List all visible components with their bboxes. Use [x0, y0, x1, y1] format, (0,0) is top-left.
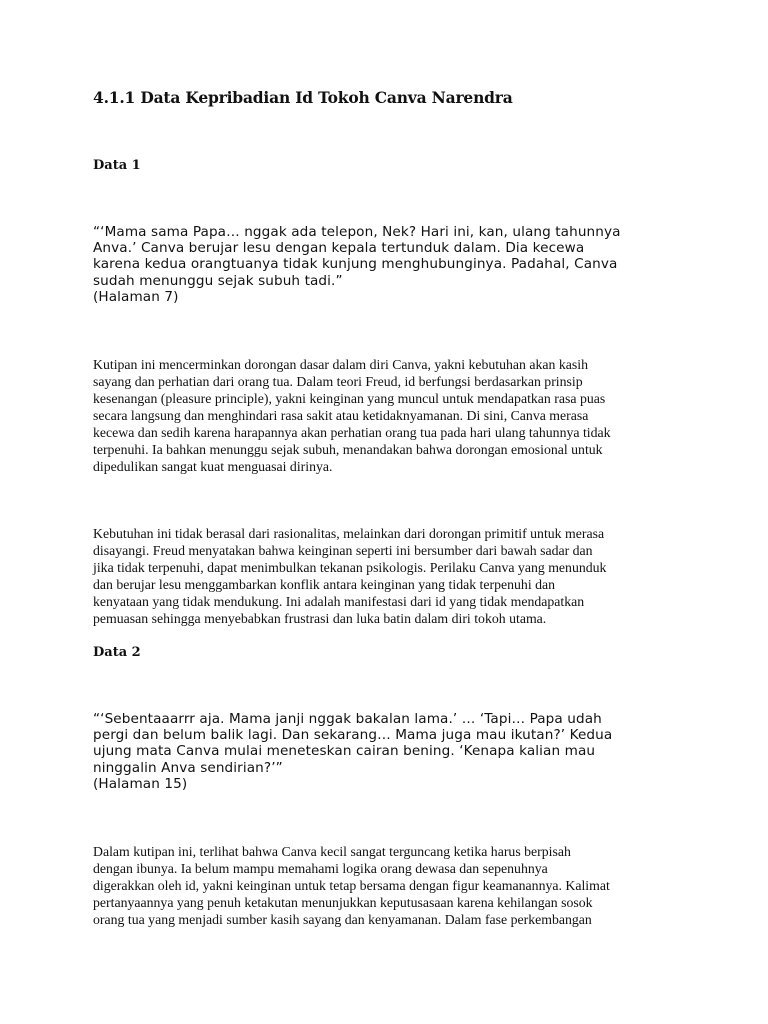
quote-line: “‘Mama sama Papa… nggak ada telepon, Nek? Hari ini, kan, ulang tahunnya: [93, 224, 621, 240]
quote-line: ninggalin Anva sendirian?’”: [93, 759, 283, 776]
quote-block: [93, 711, 683, 792]
paragraph-line: Kutipan ini mencerminkan dorongan dasar dalam diri Canva, yakni kebutuhan akan kasih: [93, 357, 589, 372]
quote-line: pergi dan belum balik lagi. Dan sekarang… Mama juga mau ikutan?’ Kedua: [93, 727, 613, 744]
paragraph-line: terpenuhi. Ia bahkan menunggu sejak subuh, menandakan bahwa dorongan emosional untuk: [93, 442, 603, 457]
quote-line: karena kedua orangtuanya tidak kunjung menghubunginya. Padahal, Canva: [93, 256, 618, 273]
paragraph-line: kecewa dan sedih karena harapannya akan perhatian orang tua pada hari ulang tahunnya tidak: [93, 425, 611, 440]
paragraph-line: orang tua yang menjadi sumber kasih sayang dan kenyamanan. Dalam fase perkembangan: [93, 912, 592, 927]
quote-line: Anva.’ Canva berujar lesu dengan kepala tertunduk dalam. Dia kecewa: [93, 240, 585, 257]
paragraph-line: Dalam kutipan ini, terlihat bahwa Canva kecil sangat terguncang ketika harus berpisah: [93, 844, 571, 859]
paragraph-line: dan berujar lesu menggambarkan konflik antara keinginan yang tidak terpenuhi dan: [93, 577, 556, 592]
data-label: Data 1: [93, 158, 141, 173]
analysis-paragraph: [93, 843, 688, 928]
section-heading: 4.1.1 Data Kepribadian Id Tokoh Canva Narendra: [93, 88, 513, 107]
paragraph-line: kesenangan (pleasure principle), yakni keinginan yang muncul untuk mendapatkan rasa puas: [93, 391, 606, 406]
paragraph-line: Kebutuhan ini tidak berasal dari rasionalitas, melainkan dari dorongan primitif untuk merasa: [93, 526, 605, 541]
paragraph-line: dengan ibunya. Ia belum mampu memahami logika orang dewasa dan sepenuhnya: [93, 861, 548, 876]
quote-line: sudah menunggu sejak subuh tadi.”: [93, 272, 343, 289]
paragraph-line: secara langsung dan menghindari rasa sakit atau ketidaknyamanan. Di sini, Canva merasa: [93, 408, 589, 423]
paragraph-line: digerakkan oleh id, yakni keinginan untuk tetap bersama dengan figur keamanannya. Kalimat: [93, 878, 610, 893]
analysis-paragraph: [93, 356, 688, 475]
analysis-paragraph: [93, 525, 688, 627]
paragraph-line: disayangi. Freud menyatakan bahwa keinginan seperti ini bersumber dari bawah sadar dan: [93, 543, 593, 558]
page-reference: (Halaman 7): [93, 288, 179, 305]
quote-line: ujung mata Canva mulai meneteskan cairan bening. ‘Kenapa kalian mau: [93, 743, 596, 760]
page-reference: (Halaman 15): [93, 775, 188, 792]
paragraph-line: pertanyaannya yang penuh ketakutan menunjukkan keputusasaan karena kehilangan sosok: [93, 895, 593, 910]
data-label: Data 2: [93, 645, 141, 660]
quote-line: “‘Sebentaaarrr aja. Mama janji nggak bakalan lama.’ … ‘Tapi… Papa udah: [93, 711, 602, 727]
paragraph-line: jika tidak terpenuhi, dapat menimbulkan tekanan psikologis. Perilaku Canva yang menunduk: [93, 560, 607, 575]
quote-block: [93, 224, 683, 305]
paragraph-line: kenyataan yang tidak mendukung. Ini adalah manifestasi dari id yang tidak mendapatkan: [93, 594, 585, 609]
paragraph-line: pemuasan sehingga menyebabkan frustrasi dan luka batin dalam diri tokoh utama.: [93, 611, 547, 626]
paragraph-line: sayang dan perhatian dari orang tua. Dalam teori Freud, id berfungsi berdasarkan prinsip: [93, 374, 583, 389]
paragraph-line: dipedulikan sangat kuat menguasai dirinya.: [93, 459, 333, 474]
